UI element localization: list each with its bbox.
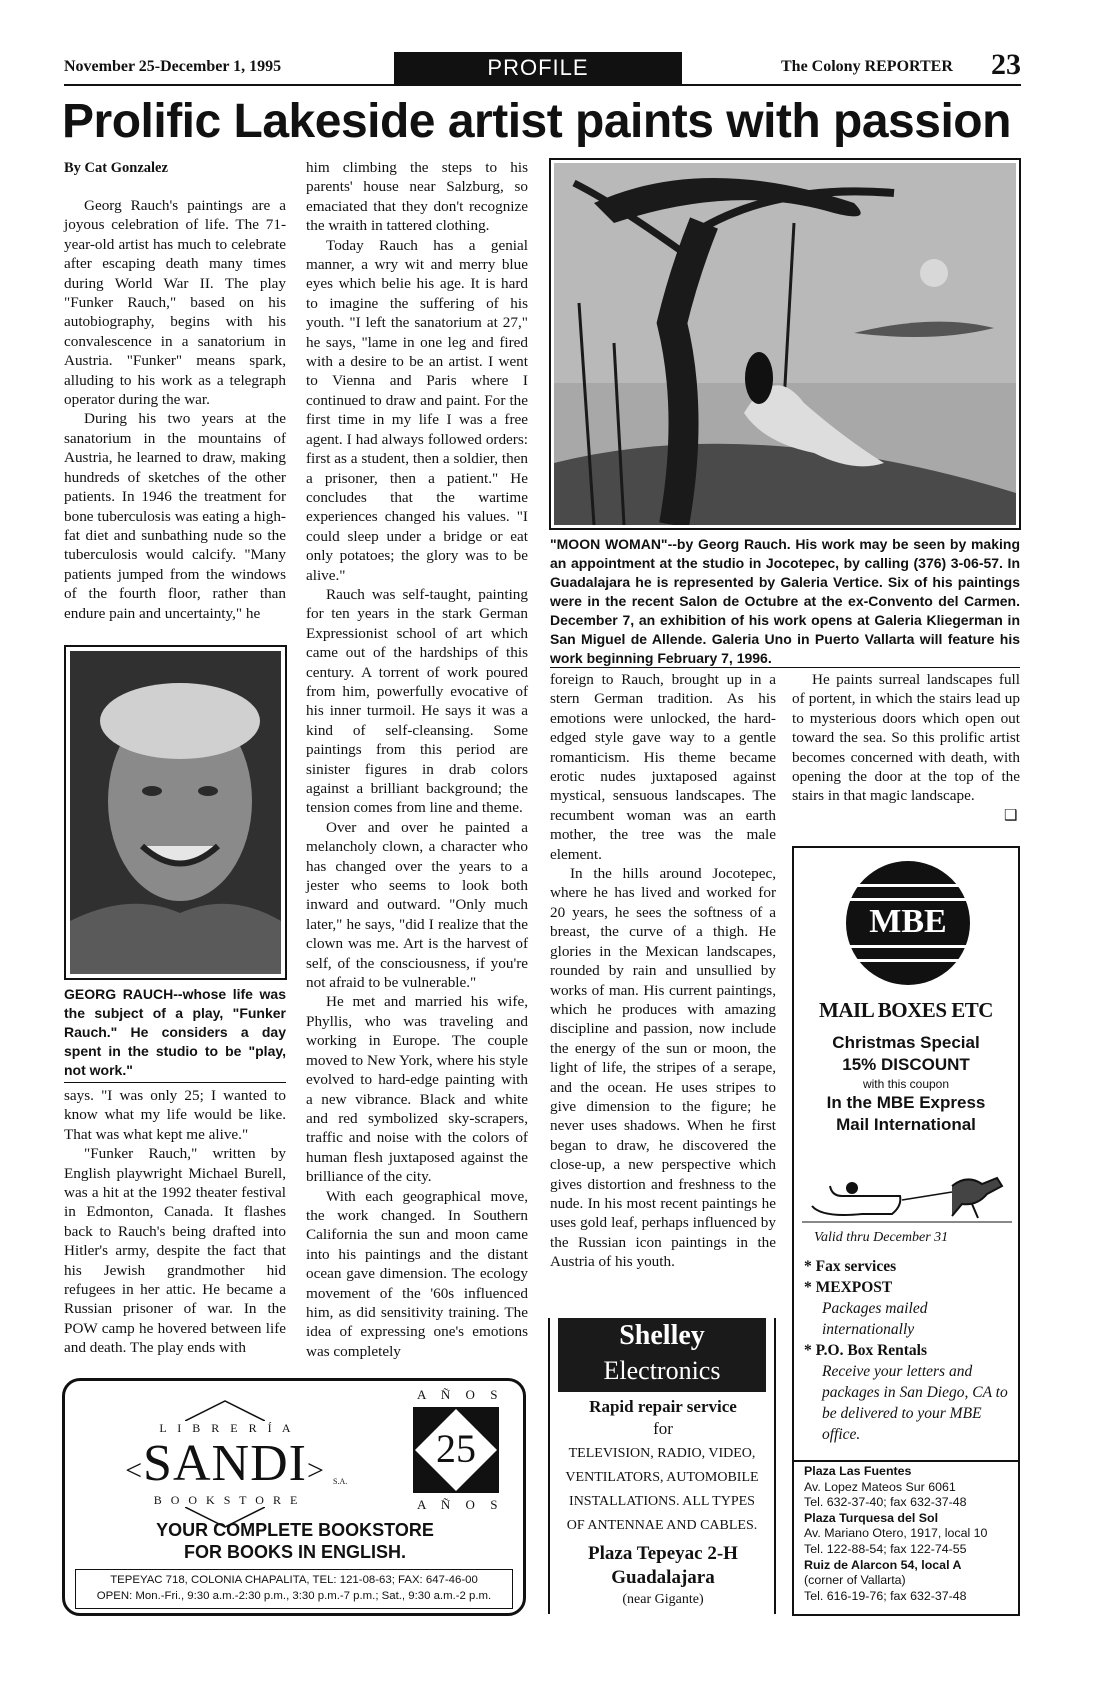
paragraph: him climbing the steps to his parents' house near Salzburg, so emaciated that they don't recognize the wraith in tattered clothing. — [306, 159, 528, 235]
mbe-services — [804, 1256, 1012, 1445]
mbe-brand: MAIL BOXES ETC — [819, 998, 993, 1022]
mbe-special: Christmas Special — [832, 1033, 980, 1052]
sandi-top-letters: L I B R E R Í A — [159, 1421, 295, 1435]
mbe-ad — [792, 846, 1020, 1616]
paragraph: He met and married his wife, Phyllis, who was traveling and working in Europe. The couple moved to New York, where his style evolved to hard-edge painting with a new vibrance. Black and white and red symbolized sky-scrapers, traffic and noise with the colors of human flesh juxtaposed against the brilliance of the city. — [306, 993, 528, 1186]
sandi-hours: OPEN: Mon.-Fri., 9:30 a.m.-2:30 p.m., 3:30 p.m.-7 p.m.; Sat., 9:30 a.m.-2 p.m. — [96, 1590, 492, 1602]
anniversary-number: 25 — [436, 1426, 476, 1471]
portrait-image — [70, 651, 281, 974]
portrait-caption: GEORG RAUCH--whose life was the subject of a play, "Funker Rauch." He considers a day spent in the studio to be "play, not work." — [64, 986, 286, 1078]
article-col2 — [306, 158, 528, 1361]
sandi-address: TEPEYAC 718, COLONIA CHAPALITA, TEL: 121-08-63; FAX: 647-46-00 — [110, 1574, 478, 1586]
shelley-name: Electronics — [603, 1356, 721, 1385]
paragraph: foreign to Rauch, brought up in a stern German tradition. As his emotions were unlocked, the hard-edged style gave way to a gentle romanticism. His theme became erotic nudes juxtaposed against mystical, sensuous landscapes. The recumbent woman was an earth mother, the tree was the male element. — [550, 671, 776, 863]
shelley-place — [554, 1542, 772, 1590]
shelley-banner — [558, 1318, 766, 1392]
caption-rule — [550, 667, 1020, 668]
mbe-location-name: Plaza Las Fuentes — [804, 1464, 912, 1478]
article-col1-bottom — [64, 1086, 286, 1358]
mbe-location: Mail International — [836, 1115, 976, 1134]
mbe-coupon: with this coupon — [862, 1077, 950, 1091]
portrait-photo — [64, 645, 287, 980]
mbe-divider — [794, 1460, 1018, 1462]
sandi-tagline — [75, 1519, 515, 1563]
shelley-near: (near Gigante) — [622, 1592, 704, 1607]
shelley-items: TELEVISION, RADIO, VIDEO, VENTILATORS, AUTOMOBILE INSTALLATIONS. ALL TYPES OF ANTENNAE AND CABLES. — [565, 1446, 759, 1533]
mbe-location-name: Ruiz de Alarcon 54, local A — [804, 1557, 962, 1572]
portrait-hair — [100, 683, 260, 759]
paragraph: Rauch was self-taught, painting for ten years in the stark German Expressionist school of art which came out of the hardships of this century. A torrent of work poured from him, powerfully evocative of his inner turmoil. He says it was a kind of self-cleansing. Some paintings from this period are sinister figures in drab colors against a brilliant background; the tension comes from line and theme. — [306, 585, 528, 817]
issue-date: November 25-December 1, 1995 — [64, 58, 282, 75]
article-col3 — [550, 670, 776, 1272]
sandi-sa: S.A. — [333, 1477, 348, 1486]
shelley-service-line: Rapid repair service — [589, 1397, 737, 1416]
mbe-location-addr: Av. Lopez Mateos Sur 6061 — [804, 1479, 956, 1494]
anniversary-badge — [413, 1407, 499, 1493]
sandi-tagline-line: YOUR COMPLETE BOOKSTORE — [156, 1520, 434, 1540]
end-mark: ❑ — [1004, 808, 1018, 824]
portrait-eye — [142, 786, 162, 796]
paragraph: With each geographical move, the work changed. In Southern California the sun and moon came into his paintings and the distant ocean gave dimension. The ecology movement of the '60s influenced him, as did sensitivity training. The idea of expressing one's emotions was completely — [306, 1187, 528, 1360]
shelley-service — [554, 1396, 772, 1440]
header-rule — [64, 84, 1021, 86]
mbe-location-addr: (corner of Vallarta) — [804, 1573, 906, 1588]
shelley-electronics-ad — [548, 1318, 776, 1614]
mbe-location: In the MBE Express — [826, 1093, 986, 1112]
sandi-tagline-line: FOR BOOKS IN ENGLISH. — [183, 1542, 406, 1562]
shelley-service-line: for — [653, 1419, 673, 1438]
paragraph: Today Rauch has a genial manner, a wry wit and merry blue eyes which belie his age. It is hard to imagine the suffering of his youth. "I left the sanatorium at 27," he says, "lame in one leg and fired with a desire to be an artist. I went to Vienna and Paris where I continued to draw and paint. For the first time in my life I was a free agent. I had always followed orders: first as a student, then a soldier, then a prisoner, then a patient." He concludes that the wartime experiences changed his values. "I could sleep under a bridge or eat only potatoes; the glory was to be alive." — [306, 236, 528, 584]
caption-rule — [64, 1082, 286, 1083]
paragraph: says. "I was only 25; I wanted to know what my life would be like. That was what kept me alive." — [64, 1087, 286, 1143]
shelley-name: Shelley — [619, 1320, 705, 1351]
headline: Prolific Lakeside artist paints with passion — [62, 95, 1011, 148]
mbe-locations — [804, 1464, 1016, 1604]
triangle-icon — [185, 1399, 265, 1421]
shelley-place-line: Plaza Tepeyac 2-H — [588, 1543, 738, 1564]
portrait-shirt — [70, 904, 281, 974]
paragraph: During his two years at the sanatorium in the mountains of Austria, he learned to draw, making hundreds of sketches of the other patients. In 1946 the treatment for bone tuberculosis was eating a high-fat diet and sunbathing nude so the tuberculosis would calcify. "Many patients jumped from the windows of the fourth floor, rather than endure pain and uncertainty," he — [64, 410, 286, 622]
sleigh-icon — [802, 1156, 1012, 1226]
mbe-service-desc: Receive your letters and packages in San Diego, CA to be delivered to your MBE office. — [822, 1363, 1008, 1443]
right-chevron-icon: > — [306, 1454, 325, 1487]
sandi-contact-box — [75, 1569, 513, 1609]
painting-moon — [920, 259, 948, 287]
byline: By Cat Gonzalez — [64, 160, 168, 176]
mbe-location-name: Plaza Turquesa del Sol — [804, 1510, 939, 1525]
mbe-location-tel: Tel. 632-37-40; fax 632-37-48 — [804, 1495, 967, 1510]
paragraph: In the hills around Jocotepec, where he has lived and worked for 20 years, he sees the softness of a breast, the curve of a thigh. He glories in the Mexican landscapes, rounded by rain and unsullied by works of man. His current paintings, which he produces with amazing discipline and passion, now include the energy of the sun or moon, the light of life, the stripes of a serape, and the ocean. He uses stripes to give dimension to the figure; he never uses shadows. When he first began to draw, he discovered the close-up, a new perspective which gives distortion and freshness to the nude. In his most recent paintings he uses gold leaf, perhaps influenced by the Russian icon paintings in the Austria of his youth. — [550, 865, 776, 1271]
paragraph: Georg Rauch's paintings are a joyous celebration of life. The 71-year-old artist has much to celebrate after escaping death many times during World War II. The play "Funker Rauch," based on his autobiography, begins with his convalescence in a sanatorium in Austria. "Funker" means spark, alluding to his work as a telegraph operator during the war. — [64, 197, 286, 409]
article-col1-top — [64, 196, 286, 623]
shelley-place-line: Guadalajara — [611, 1567, 715, 1588]
mbe-offer — [794, 1032, 1018, 1136]
mbe-service-title: * P.O. Box Rentals — [804, 1342, 928, 1359]
sandi-bookstore-ad — [62, 1378, 526, 1616]
paragraph: Over and over he painted a melancholy clown, a character who has changed over the years to a jester who seems to look both inward and outward. "Only much later," he says, "did I realize that the clown was me. Art is the harvest of self, of the consciousness, if you're not afraid to be vulnerable." — [306, 818, 528, 992]
mbe-service-desc: Packages mailed internationally — [822, 1300, 928, 1338]
section-label: PROFILE — [394, 52, 682, 84]
mbe-service-title: * Fax services — [804, 1258, 897, 1275]
paper-name: The Colony REPORTER — [781, 58, 953, 75]
sandi-name-text: SANDI — [143, 1435, 307, 1492]
paragraph: "Funker Rauch," written by English playwright Michael Burell, was a hit at the 1992 theater festival in Edmonton, Canada. It flashes back to Rauch's being drafted into Hitler's army, despite the fact that his Jewish grandmother hid refugees in her attic. He became a Russian prisoner of war. In the POW camp he hovered between life and death. The play ends with — [64, 1145, 286, 1357]
anos-top: A Ñ O S — [417, 1387, 504, 1402]
anos-bottom: A Ñ O S — [417, 1497, 504, 1512]
painting-caption: "MOON WOMAN"--by Georg Rauch. His work may be seen by making an appointment at the studio in Jocotepec, by calling (376) 3-06-57. In Guadalajara he is represented by Galeria Vertice. Six of his paintings were in the recent Salon de Octubre at the ex-Convento del Carmen. December 7, an exhibition of his work opens at Galeria Kliegerman in San Miguel de Allende. Galeria Uno in Puerto Vallarta will feature his work beginning February 7, 1996. — [550, 536, 1020, 666]
paragraph: He paints surreal landscapes full of portent, in which the stairs lead up to mysterious doors which open out toward the sea. So this prolific artist becomes concerned with death, with opening the door at the top of the stairs in that magic landscape. — [792, 671, 1020, 805]
mbe-location-addr: Av. Mariano Otero, 1917, local 10 — [804, 1526, 988, 1541]
page-number: 23 — [991, 48, 1021, 81]
portrait-eye — [198, 786, 218, 796]
mbe-discount: 15% DISCOUNT — [842, 1055, 970, 1074]
mbe-logo-text: MBE — [869, 903, 947, 940]
mbe-location-tel: Tel. 122-88-54; fax 122-74-55 — [804, 1541, 967, 1556]
left-chevron-icon: < — [125, 1454, 144, 1487]
painting-photo — [549, 158, 1021, 530]
mbe-location-tel: Tel. 616-19-76; fax 632-37-48 — [804, 1588, 967, 1603]
sandi-bottom-letters: B O O K S T O R E — [153, 1493, 301, 1507]
article-col4 — [792, 670, 1020, 806]
painting-woman-hair — [745, 352, 773, 404]
sandi-name — [95, 1435, 355, 1500]
moon-woman-painting — [554, 163, 1016, 525]
mbe-service-title: * MEXPOST — [804, 1279, 893, 1296]
mbe-valid: Valid thru December 31 — [814, 1230, 949, 1245]
